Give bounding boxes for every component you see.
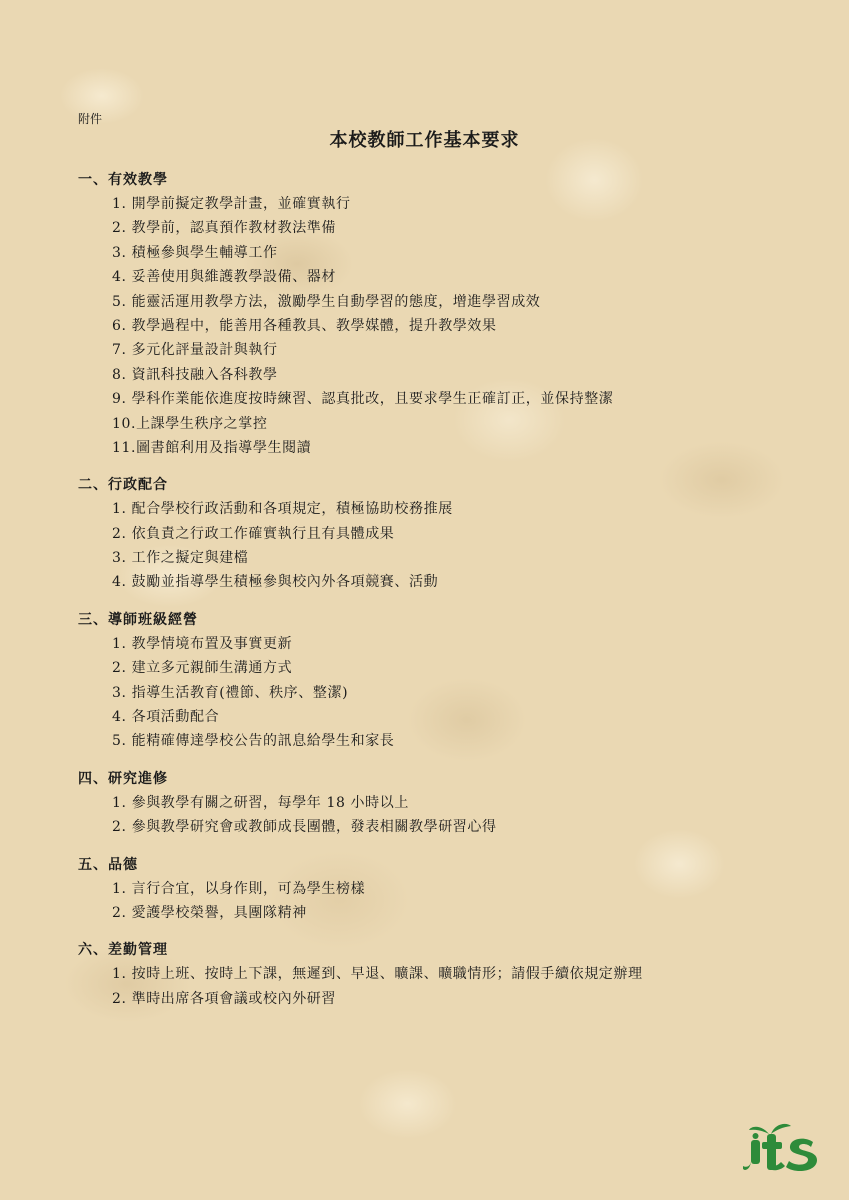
list-item: 2. 準時出席各項會議或校內外研習 [112, 990, 337, 1007]
list-item: 5. 能精確傳達學校公告的訊息給學生和家長 [112, 733, 395, 750]
list-item: 5. 能靈活運用教學方法，激勵學生自動學習的態度，增進學習成效 [112, 293, 541, 310]
list-item: 10.上課學生秩序之掌控 [112, 415, 268, 432]
section-heading: 三、導師班級經營 [78, 611, 198, 628]
list-item: 3. 工作之擬定與建檔 [112, 550, 249, 567]
list-item: 1. 言行合宜，以身作則，可為學生榜樣 [112, 880, 366, 897]
jts-logo-icon [743, 1120, 825, 1176]
list-item: 11.圖書館利用及指導學生閱讀 [112, 439, 312, 456]
list-item: 4. 妥善使用與維護教學設備、器材 [112, 269, 337, 286]
list-item: 2. 教學前，認真預作教材教法準備 [112, 220, 337, 237]
list-item: 1. 教學情境布置及事實更新 [112, 635, 293, 652]
section [78, 853, 798, 926]
section [78, 473, 798, 595]
list-item: 2. 愛護學校榮譽，具團隊精神 [112, 904, 307, 921]
section [78, 767, 798, 840]
list-item: 4. 各項活動配合 [112, 709, 220, 726]
list-item: 6. 教學過程中，能善用各種教具、教學媒體，提升教學效果 [112, 317, 497, 334]
section-heading: 六、差勤管理 [78, 942, 168, 959]
list-item: 1. 參與教學有關之研習，每學年 18 小時以上 [112, 794, 409, 811]
school-logo [743, 1120, 825, 1176]
section-heading: 二、行政配合 [78, 477, 168, 494]
list-item: 2. 建立多元親師生溝通方式 [112, 660, 293, 677]
list-item: 1. 開學前擬定教學計畫，並確實執行 [112, 196, 351, 212]
list-item: 3. 指導生活教育(禮節、秩序、整潔) [112, 684, 349, 701]
attachment-label: 附件 [78, 112, 103, 126]
list-item: 9. 學科作業能依進度按時練習、認真批改，且要求學生正確訂正，並保持整潔 [112, 391, 614, 408]
section [78, 168, 798, 460]
list-item: 2. 參與教學研究會或教師成長團體，發表相關教學研習心得 [112, 819, 497, 836]
list-item: 8. 資訊科技融入各科教學 [112, 366, 278, 383]
section-heading: 五、品德 [78, 856, 138, 873]
list-item: 1. 按時上班、按時上下課，無遲到、早退、曠課、曠職情形；請假手續依規定辦理 [112, 966, 643, 983]
list-item: 3. 積極參與學生輔導工作 [112, 244, 278, 261]
list-item: 2. 依負責之行政工作確實執行且有具體成果 [112, 525, 395, 542]
section [78, 938, 798, 1011]
section-heading: 四、研究進修 [78, 770, 168, 787]
sections-container [78, 168, 798, 1024]
list-item: 1. 配合學校行政活動和各項規定，積極協助校務推展 [112, 501, 453, 518]
section [78, 608, 798, 754]
list-item: 4. 鼓勵並指導學生積極參與校內外各項競賽、活動 [112, 574, 439, 591]
list-item: 7. 多元化評量設計與執行 [112, 342, 278, 359]
section-heading: 一、有效教學 [78, 172, 168, 188]
document-title: 本校教師工作基本要求 [329, 130, 520, 151]
